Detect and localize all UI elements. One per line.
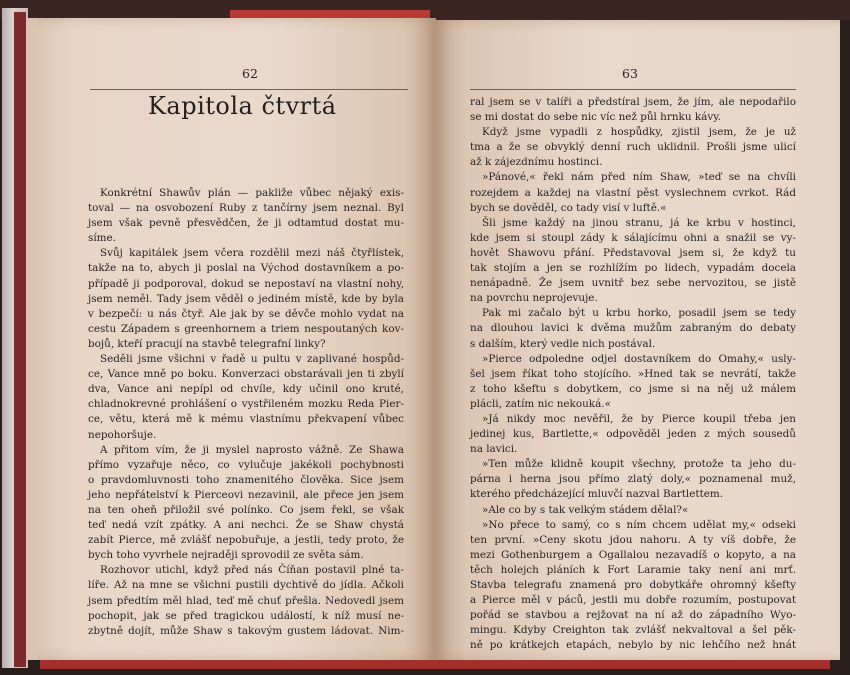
- right-page-text: [470, 95, 796, 653]
- text-line: pochopit, jak se před tragickou událostí, k níž musí ne-: [88, 609, 404, 622]
- text-line: »Pierce odpoledne odjel dostavníkem do Omahy,« usly-: [482, 352, 796, 365]
- chapter-title: Kapitola čtvrtá: [148, 92, 337, 120]
- text-line: »No přece to samý, co s ním chcem udělat my,« odseki: [482, 518, 796, 531]
- text-line: Pak mi začalo být u krbu horko, posadil jsem se tedy: [482, 307, 796, 320]
- book-cover-red-edge: [14, 12, 26, 667]
- right-header-rule: [470, 89, 796, 90]
- text-line: teď nedá vzít zpátky. A ani nechci. Že se Shaw chystá: [88, 519, 404, 532]
- text-line: rozejdem a každej na vlastní pěst vyslechnem cvrkot. Rád: [470, 186, 796, 199]
- text-line: »Ten může klidně koupit všechny, protože ta jeho du-: [482, 458, 796, 471]
- text-line: na povrchu neprojevuje.: [470, 292, 598, 305]
- text-line: na lavici.: [470, 443, 518, 456]
- text-line: na ten oheň přiložil své polínko. Co jsem řekl, se však: [88, 503, 404, 516]
- text-line: ně po krátkejch etapách, nebylo by nic lehčího než hnát: [470, 639, 796, 652]
- text-line: párna i herna jsou přímo zlatý doly,« poznamenal muž,: [470, 473, 796, 486]
- text-line: s dalším, který vedle nich postával.: [470, 337, 656, 350]
- text-line: chladnokrevné prohlášení o vystřileném mozku Reda Pier-: [88, 398, 404, 411]
- text-line: ral jsem se v talíři a předstíral jsem, že jím, ale nepodařilo: [470, 96, 796, 108]
- text-line: bych se dověděl, co tady visí v luftě.«: [470, 201, 667, 214]
- text-line: a Pierce měl v páců, jestli mu dobře rozumím, postupovat: [470, 594, 796, 607]
- left-page-number: 62: [242, 66, 258, 81]
- text-line: ce, větu, která mě k mému vlastnímu překvapení vůbec: [88, 413, 404, 426]
- text-line: těch holejch pláních k Fort Laramie taky není ani mrť.: [470, 563, 796, 576]
- text-line: nepohoršuje.: [88, 428, 157, 441]
- text-line: zbytně dojít, může Shaw s takovým gustem ládovat. Nim-: [88, 624, 404, 637]
- text-line: mingu. Kdyby Creighton tak zvlášť nekvaltoval a šel pěk-: [470, 624, 796, 637]
- left-page-text: [88, 186, 404, 639]
- text-line: dva, Vance ani nepípl od chvíle, kdy učinil ono kruté,: [88, 383, 404, 396]
- text-line: síme.: [88, 232, 116, 245]
- text-line: jedinej kus, Bartlette,« odpověděl jeden z mých sousedů: [470, 428, 796, 441]
- text-line: takže na to, abych ji poslal na Východ dostavníkem a po-: [88, 262, 404, 275]
- text-line: Seděli jsme všichni v řadě u pultu v zaplivané hospůd-: [100, 353, 404, 366]
- page-edges: [26, 18, 38, 660]
- text-line: pořád se stavbou a rejžovat na ní až do západního Wyo-: [470, 609, 796, 622]
- text-line: Rozhovor utichl, když před nás Číňan postavil plné ta-: [100, 564, 404, 577]
- text-line: hovět Shawovu přání. Představoval jsem si, že když tu: [470, 246, 796, 259]
- text-line: jsem neměl. Tady jsem věděl o jediném místě, kde by byla: [88, 292, 404, 305]
- text-line: ten první. »Ceny skotu jdou nahoru. A ty víš dobře, že: [470, 533, 796, 546]
- text-line: Konkrétní Shawův plán — pakliže vůbec nějaký exis-: [100, 187, 404, 199]
- text-line: šel jsem říkat toho stojícího. »Hned tak se nevrátí, takže: [470, 367, 796, 380]
- text-line: A přitom vím, že ji myslel naprosto vážně. Ze Shawa: [100, 443, 404, 456]
- text-line: Svůj kapitálek jsem včera rozdělil mezi náš čtyřlístek,: [100, 247, 404, 260]
- text-line: jeho nepřátelství k Pierceovi nezavinil, ale přece jen jsem: [88, 488, 404, 501]
- text-line: mezi Gothenburgem a Ogallalou nezavadíš o kopyto, a na: [470, 548, 796, 561]
- text-line: »Ale co by s tak velkým stádem dělal?«: [482, 503, 689, 516]
- text-line: Stavba telegrafu znamená pro dobytkáře ohromný kšefty: [470, 579, 796, 591]
- left-header-rule: [90, 89, 408, 90]
- text-line: Šli jsme každý na jinou stranu, já ke krbu v hostinci,: [482, 216, 796, 229]
- text-line: plácli, zatím nic nekouká.«: [470, 397, 611, 410]
- text-line: tak stojím a jen se rozhlížím po lidech, vypadám docela: [470, 262, 796, 275]
- text-line: bojů, kteří pracují na stavbě telegrafní linky?: [88, 337, 326, 350]
- text-line: se mi dostat do sebe nic víc než půl hrnku kávy.: [470, 111, 721, 124]
- text-line: přímo vyzařuje něco, co vylučuje jakékoli pochybnosti: [88, 458, 404, 471]
- text-line: z toho kšeftu s dobytkem, co jsme si na něj už málem: [470, 382, 796, 395]
- text-line: líře. Až na mne se všichni pustili dychtivě do jídla. Ačkoli: [88, 579, 404, 592]
- text-line: kterého předcházející mluvčí nazval Bartlettem.: [470, 488, 724, 501]
- text-line: »Já nikdy moc nevěřil, že by Pierce koupil třeba jen: [482, 412, 796, 425]
- text-line: toval — na osvobození Ruby z tančírny jsem neznal. Byl: [88, 202, 404, 215]
- text-line: v bezpečí: u nás čtyř. Ale jak by se děvče mohlo vydat na: [88, 307, 404, 320]
- text-line: ce, Vance mně po boku. Konverzaci obstarávali jen ti zbylí: [88, 368, 404, 381]
- text-line: o pravdomluvnosti toho znamenitého člověka. Sice jsem: [88, 473, 404, 486]
- text-line: případě ji podporoval, dokud se nepostaví na vlastní nohy,: [88, 277, 404, 290]
- text-line: Když jsme vypadli z hospůdky, zjistil jsem, že je už: [482, 126, 796, 139]
- text-line: tma a že se obvyklý denní ruch uklidnil. Prošli jsme ulicí: [470, 141, 796, 154]
- right-page-number: 63: [622, 66, 638, 81]
- text-line: nenápadně. Že jsem uvnitř bez sebe nervozitou, se jistě: [470, 277, 796, 290]
- text-line: bych toho vyvrhele nejraději sprovodil ze světa sám.: [88, 549, 364, 562]
- text-line: kde jsem si stoupl zády k sálajícímu ohni a snažil se vy-: [470, 231, 796, 244]
- text-line: »Pánové,« řekl nám před ním Shaw, »teď se na chvíli: [482, 171, 796, 184]
- text-line: zabít Pierce, mě zvlášť nepobuřuje, a jestli, tedy proto, že: [88, 534, 404, 547]
- text-line: na dlouhou lavici k dvěma mužům zabraným do debaty: [470, 322, 796, 335]
- text-line: jsem však pevně přesvědčen, že ji odtamtud dostat mu-: [88, 217, 404, 230]
- text-line: jsem předtím měl hlad, teď mě chuť přešla. Nedovedl jsem: [88, 594, 404, 607]
- text-line: cestu Západem s greenhornem a triem nespoutaných kov-: [88, 322, 404, 335]
- text-line: až k zájezdnímu hostinci.: [470, 156, 603, 169]
